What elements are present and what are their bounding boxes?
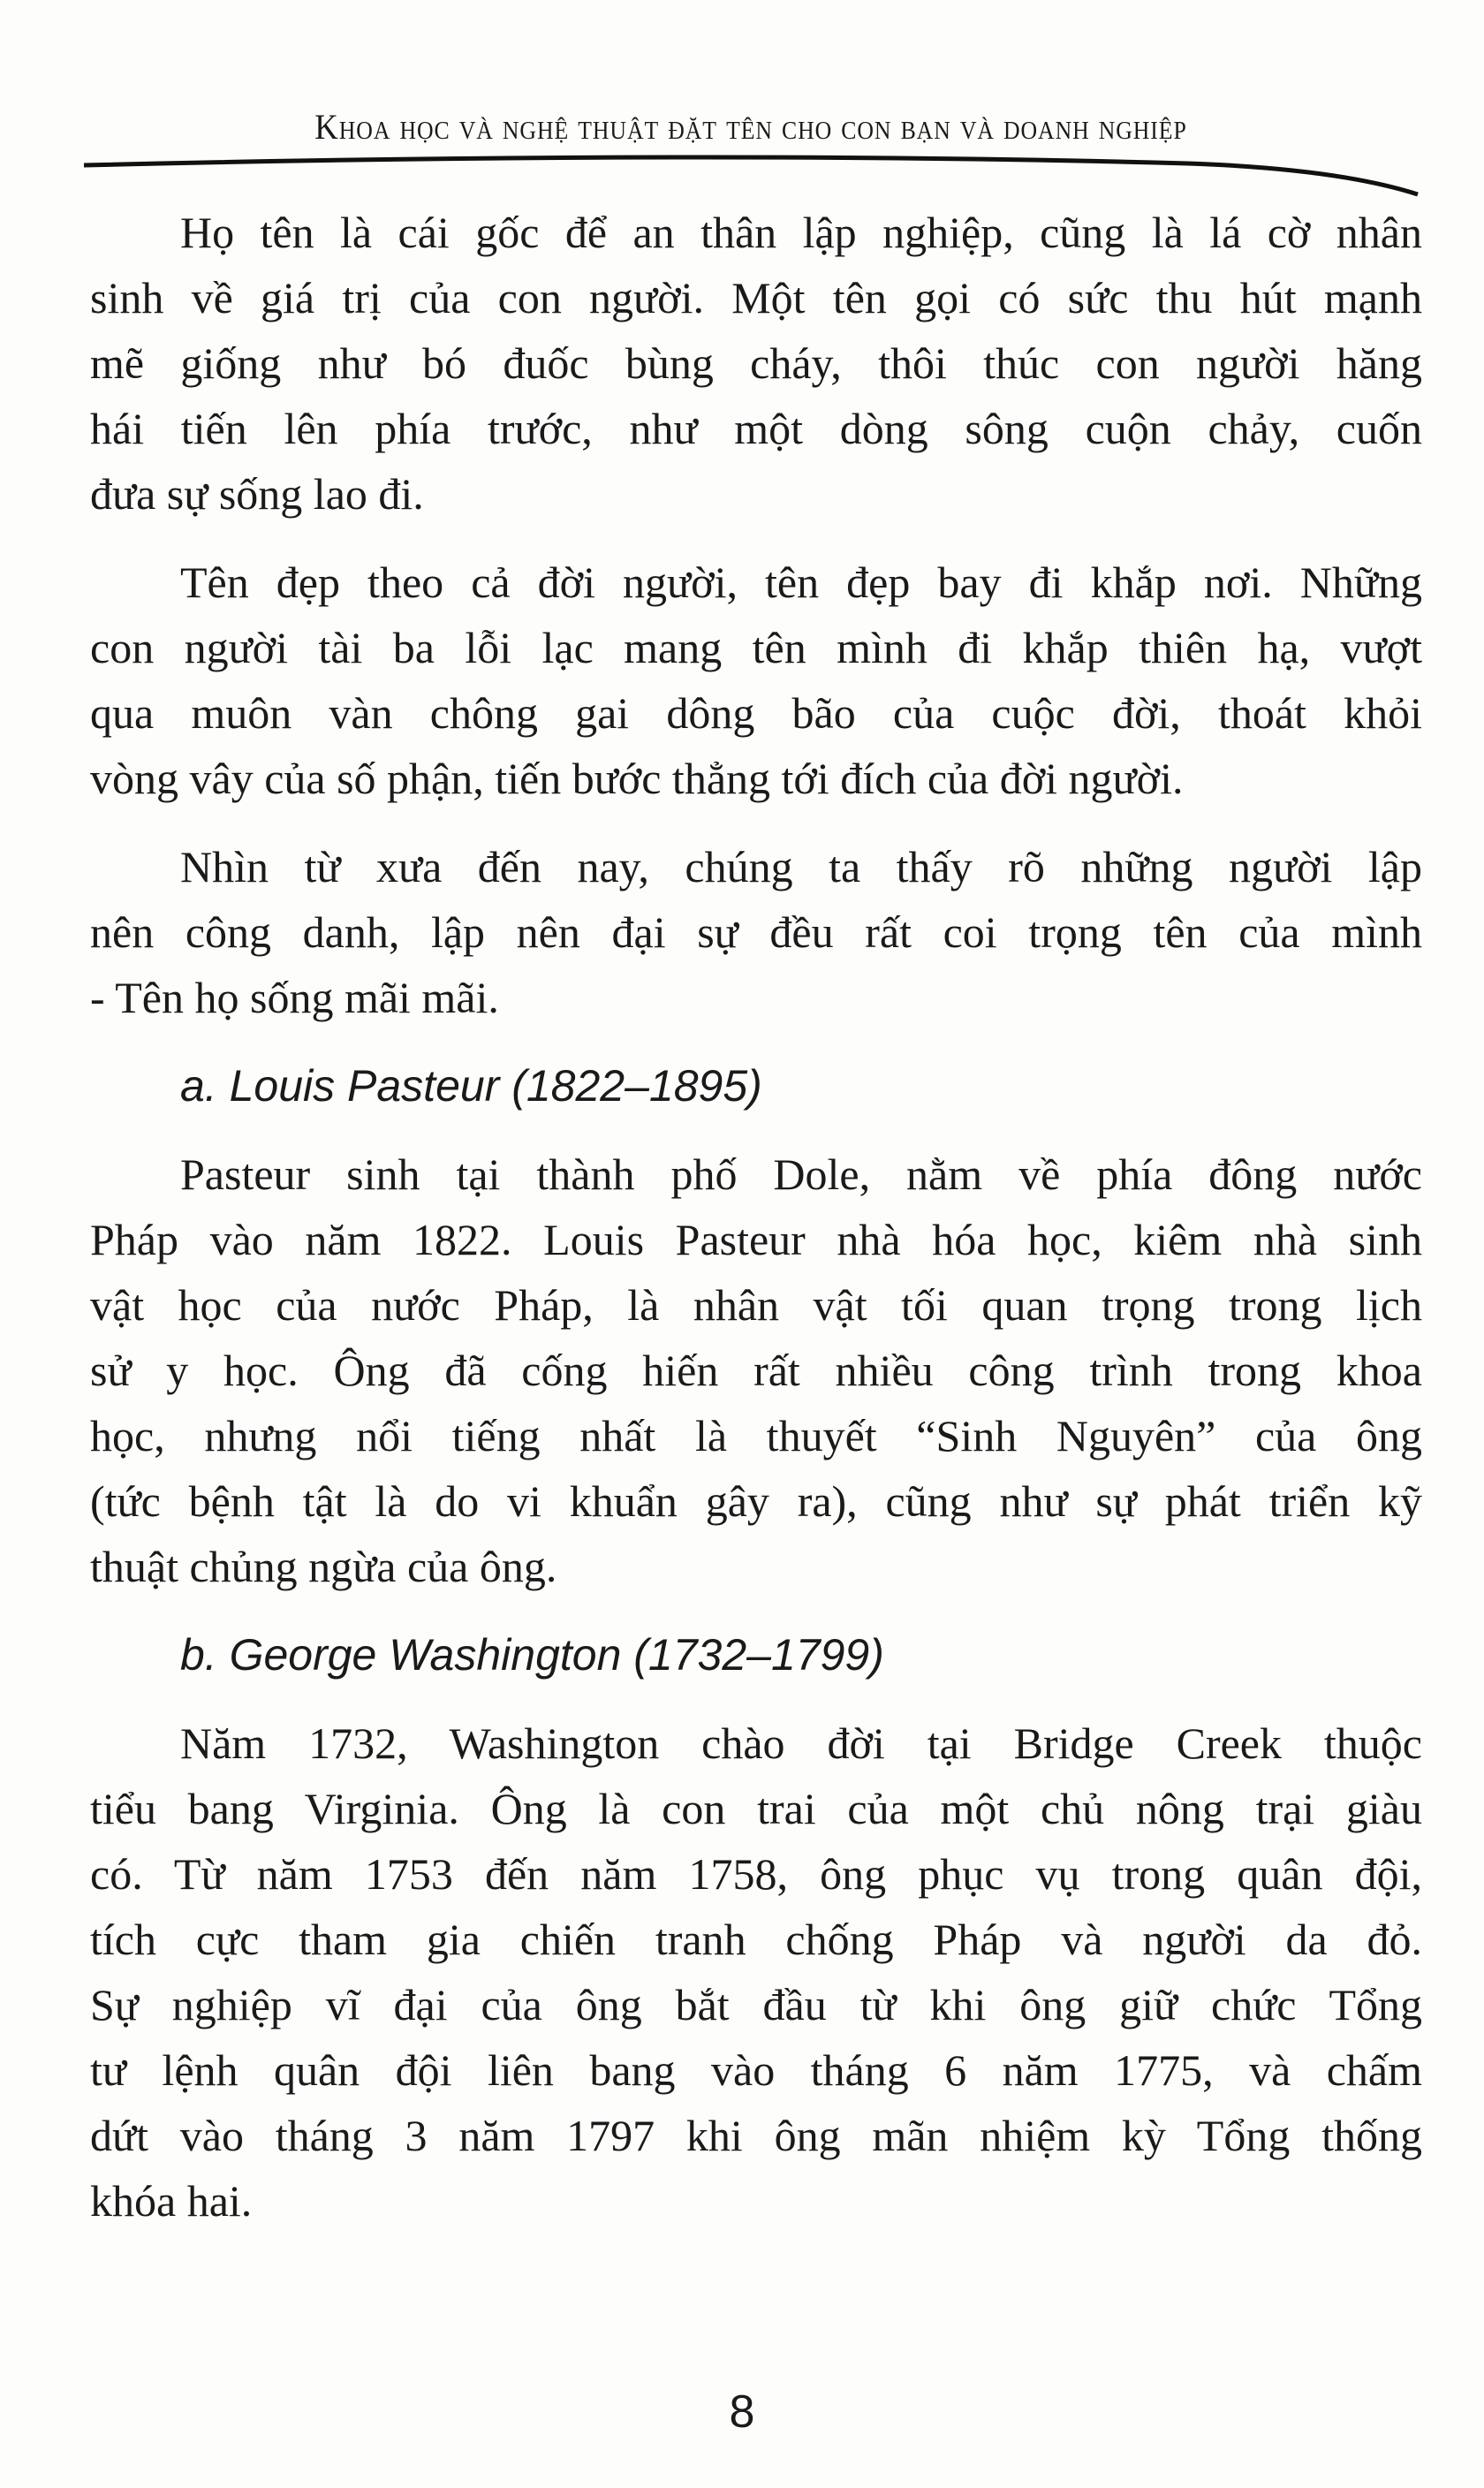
text-line: sử y học. Ông đã cống hiến rất nhiều công trình trong khoa [90, 1346, 1422, 1395]
text-line: con người tài ba lỗi lạc mang tên mình đi khắp thiên hạ, vượt [90, 623, 1422, 672]
paragraph-2 [90, 550, 1422, 811]
paragraph-1 [90, 200, 1422, 527]
page-number: 8 [729, 2386, 755, 2438]
running-header: Khoa học và nghệ thuật đặt tên cho con bạn và doanh nghiệp [314, 107, 1187, 147]
text-line: sinh về giá trị của con người. Một tên gọi có sức thu hút mạnh [90, 273, 1422, 322]
paragraph-3 [90, 834, 1422, 1030]
text-line: (tức bệnh tật là do vi khuẩn gây ra), cũng như sự phát triển kỹ [90, 1476, 1422, 1526]
text-line: - Tên họ sống mãi mãi. [90, 973, 499, 1022]
text-line: học, nhưng nổi tiếng nhất là thuyết “Sinh Nguyên” của ông [90, 1411, 1422, 1460]
text-line: Họ tên là cái gốc để an thân lập nghiệp, cũng là lá cờ nhân [180, 208, 1422, 257]
text-line: Tên đẹp theo cả đời người, tên đẹp bay đi khắp nơi. Những [180, 558, 1422, 607]
text-line: đưa sự sống lao đi. [90, 469, 424, 519]
text-line: thuật chủng ngừa của ông. [90, 1542, 557, 1591]
text-line: Pasteur sinh tại thành phố Dole, nằm về phía đông nước [180, 1149, 1422, 1199]
text-line: nên công danh, lập nên đại sự đều rất coi trọng tên của mình [90, 907, 1422, 957]
text-line: qua muôn vàn chông gai dông bão của cuộc đời, thoát khỏi [90, 688, 1422, 738]
text-line: vòng vây của số phận, tiến bước thẳng tới đích của đời người. [90, 754, 1184, 803]
paragraph-pasteur [90, 1142, 1422, 1599]
text-line: Năm 1732, Washington chào đời tại Bridge Creek thuộc [180, 1718, 1422, 1768]
text-line: có. Từ năm 1753 đến năm 1758, ông phục vụ trong quân đội, [90, 1849, 1422, 1899]
page-body [90, 200, 1422, 2257]
text-line: tiểu bang Virginia. Ông là con trai của một chủ nông trại giàu [90, 1784, 1422, 1833]
text-line: khóa hai. [90, 2176, 253, 2226]
section-heading-washington: b. George Washington (1732–1799) [180, 1630, 884, 1680]
text-line: hái tiến lên phía trước, như một dòng sông cuộn chảy, cuốn [90, 404, 1422, 453]
text-line: Nhìn từ xưa đến nay, chúng ta thấy rõ những người lập [180, 842, 1422, 891]
paragraph-washington [90, 1710, 1422, 2234]
text-line: tích cực tham gia chiến tranh chống Pháp và người da đỏ. [90, 1915, 1422, 1964]
text-line: Sự nghiệp vĩ đại của ông bắt đầu từ khi ông giữ chức Tổng [90, 1980, 1422, 2029]
header-rule [84, 146, 1427, 199]
text-line: dứt vào tháng 3 năm 1797 khi ông mãn nhiệm kỳ Tổng thống [90, 2111, 1422, 2160]
section-heading-pasteur: a. Louis Pasteur (1822–1895) [180, 1061, 762, 1111]
text-line: mẽ giống như bó đuốc bùng cháy, thôi thúc con người hăng [90, 338, 1422, 388]
text-line: Pháp vào năm 1822. Louis Pasteur nhà hóa học, kiêm nhà sinh [90, 1215, 1422, 1264]
text-line: tư lệnh quân đội liên bang vào tháng 6 năm 1775, và chấm [90, 2045, 1422, 2095]
text-line: vật học của nước Pháp, là nhân vật tối quan trọng trong lịch [90, 1280, 1422, 1330]
